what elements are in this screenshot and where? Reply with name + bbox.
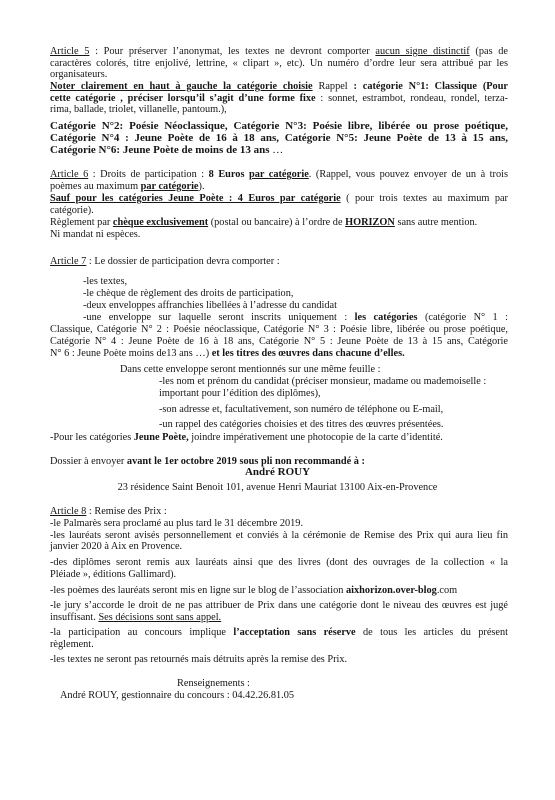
recipient-address: 23 résidence Saint Benoit 101, avenue Henri Mauriat 13100 Aix-en-Provence [117,482,438,493]
article-8-diplomas-line-1: -des diplômes seront remis aux lauréats ainsi que des livres (dont des ouvrages de la collection « la [50,557,508,568]
article-6-line-2: poèmes au maximum par catégorie). [50,181,205,192]
article-7-item-envelope-line-3: Catégorie N° 4 : Jeune Poète de 16 à 18 ans, Catégorie N° 5 : Jeune Poète de 13 à 15 ans, Catégorie [50,336,508,347]
article-8-ceremony-line-2: janvier 2020 à Aix en Provence. [50,541,183,552]
article-8-palmares: -le Palmarès sera proclamé au plus tard le 31 décembre 2019. [50,518,304,529]
article-5-line-2: caractères colorés, titre enjolivé, lettrine, « clipart », etc). Un numéro d’ordre leur sera attribué par les [50,58,508,69]
article-5-line-3: organisateurs. [50,69,108,80]
category-list-line-1: Catégorie N°2: Poésie Néoclassique, Catégorie N°3: Poésie libre, libérée ou prose poétique, [50,120,508,132]
article-5-line-1: Article 5 : Pour préserver l’anonymat, les textes ne devront comporter aucun signe distinctif (pas de [50,46,508,57]
article-7-sheet-name-line-1: -les nom et prénom du candidat (préciser monsieur, madame ou mademoiselle : [159,376,487,387]
article-7-item-texts: -les textes, [83,276,128,287]
article-7-item-envelope-line-4: N° 6 : Jeune Poète moins de13 ans …) et les titres des œuvres dans chacune d’elles. [50,348,405,359]
article-8-jury-line-2: insuffisant. Ses décisions sont sans appel. [50,612,222,623]
blog-address: aixhorizon.over-blog [345,585,437,596]
article-7-sheet-intro: Dans cette enveloppe seront mentionnés sur une même feuille : [120,364,381,375]
article-8-heading: Article 8 [50,506,87,517]
info-heading: Renseignements : [177,678,250,689]
article-7-item-envelope-line-1: -une enveloppe sur laquelle seront inscrits uniquement : les catégories (catégorie N° 1 : [83,312,508,323]
article-5-heading: Article 5 [50,46,90,57]
article-7-sheet-address: -son adresse et, facultativement, son numéro de téléphone ou E-mail, [159,404,444,415]
article-7-item-cheque: -le chèque de règlement des droits de participation, [83,288,294,299]
article-8-texts-destroyed: -les textes ne seront pas retournés mais détruits après la remise des Prix. [50,654,348,665]
article-8-ceremony-line-1: -les lauréats seront avisés personnellement et conviés à la cérémonie de Remise des Prix qui aura lieu fin [50,530,508,541]
info-contact: André ROUY, gestionnaire du concours : 04.42.26.81.05 [60,690,295,701]
article-6-line-4: catégorie). [50,205,94,216]
article-7-item-envelope-line-2: Classique, Catégorie N° 2 : Poésie néoclassique, Catégorie N° 3 : Poésie libre, libérée ou prose poétique, [50,324,508,335]
article-8-acceptance-line-1: -la participation au concours implique l’acceptation sans réserve de tous les articles du présent [50,627,509,638]
article-8-blog: -les poèmes des lauréats seront mis en ligne sur le blog de l’association aixhorizon.over-blog.com [50,585,458,596]
article-6-line-1: Article 6 : Droits de participation : 8 Euros par catégorie. (Rappel, vous pouvez envoyer de un à trois [50,169,508,180]
category-instruction-line-2: cette catégorie , préciser lorsqu’il s’agit d’une forme fixe : sonnet, estrambot, rondeau, rondel, terza- [50,93,508,104]
recipient-name: André ROUY [244,466,311,478]
article-6-line-6: Ni mandat ni espèces. [50,229,141,240]
article-7-id-requirement: -Pour les catégories Jeune Poète, joindre impérativement une photocopie de la carte d’identité. [50,432,443,443]
article-7-line-1: Article 7 : Le dossier de participation devra comporter : [50,256,280,267]
category-list-line-3: Catégorie N°6: Jeune Poète de moins de 13 ans … [50,144,284,156]
category-instruction-line-3: rima, ballade, triolet, villanelle, pantoum.), [50,104,227,115]
article-8-jury-line-1: -le jury s’accorde le droit de ne pas attribuer de Prix dans une catégorie dont le niveau des œuvres est jugé [50,600,508,611]
article-6-heading: Article 6 [50,169,89,180]
category-instruction-line-1: Noter clairement en haut à gauche la catégorie choisie Rappel : catégorie N°1: Classique (Pour [50,81,508,92]
article-7-item-envelopes: -deux enveloppes affranchies libellées à l’adresse du candidat [83,300,337,311]
article-8-acceptance-line-2: règlement. [50,639,94,650]
category-list-line-2: Catégorie N°4 : Jeune Poète de 16 à 18 ans, Catégorie N°5: Jeune Poète de 13 à 15 ans, [50,132,508,144]
article-7-heading: Article 7 [50,256,87,267]
article-6-line-3: Sauf pour les catégories Jeune Poète : 4 Euros par catégorie ( pour trois textes au maximum par [50,193,508,204]
article-8-diplomas-line-2: Pléiade », éditions Gallimard). [50,569,177,580]
article-7-sheet-categories: -un rappel des catégories choisies et des titres des œuvres présentées. [159,419,444,430]
send-deadline: Dossier à envoyer avant le 1er octobre 2019 sous pli non recommandé à : [50,456,365,467]
article-7-sheet-name-line-2: important pour l’édition des diplômes), [159,388,321,399]
article-6-line-5: Règlement par chèque exclusivement (postal ou bancaire) à l’ordre de HORIZON sans autre mention. [50,217,478,228]
article-8-line-1: Article 8 : Remise des Prix : [50,506,167,517]
